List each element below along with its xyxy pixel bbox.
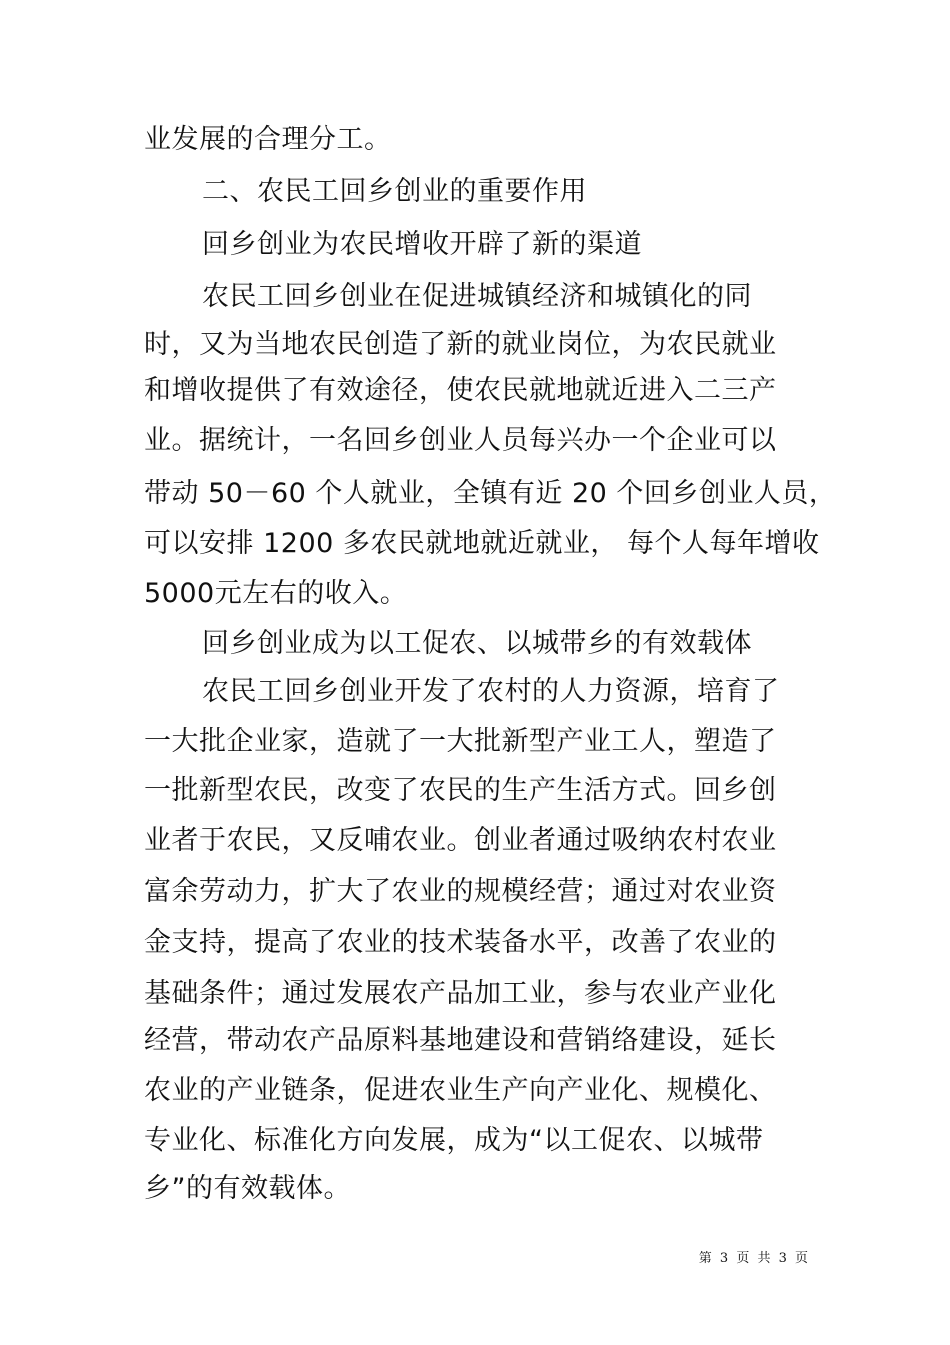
text-line: 富余劳动力，扩大了农业的规模经营；通过对农业资	[144, 876, 777, 907]
text-line: 专业化、标准化方向发展，成为“以工促农、以城带	[144, 1125, 764, 1156]
text-line: 农民工回乡创业在促进城镇经济和城镇化的同	[202, 281, 752, 312]
text-line: 一大批企业家，造就了一大批新型产业工人，塑造了	[144, 726, 777, 757]
text-line: 业者于农民，又反哺农业。创业者通过吸纳农村农业	[144, 825, 777, 856]
page-number-footer: 第 3 页 共 3 页	[698, 1251, 810, 1266]
text-line: 业。据统计，一名回乡创业人员每兴办一个企业可以	[144, 425, 777, 456]
subheading: 回乡创业为农民增收开辟了新的渠道	[202, 229, 642, 260]
text-line: 5000元左右的收入。	[144, 578, 408, 609]
text-line: 基础条件；通过发展农产品加工业，参与农业产业化	[144, 978, 777, 1009]
text-line: 业发展的合理分工。	[144, 124, 392, 155]
text-line: 时，又为当地农民创造了新的就业岗位，为农民就业	[144, 329, 777, 360]
subheading: 回乡创业成为以工促农、以城带乡的有效载体	[202, 628, 752, 659]
text-line: 带动 50－60 个人就业，全镇有近 20 个回乡创业人员，	[144, 478, 837, 509]
text-line: 农民工回乡创业开发了农村的人力资源，培育了	[202, 676, 780, 707]
text-line: 乡”的有效载体。	[144, 1173, 351, 1204]
text-line: 和增收提供了有效途径，使农民就地就近进入二三产	[144, 375, 777, 406]
text-line: 经营，带动农产品原料基地建设和营销络建设，延长	[144, 1025, 777, 1056]
text-line: 一批新型农民，改变了农民的生产生活方式。回乡创	[144, 775, 777, 806]
text-line: 金支持，提高了农业的技术装备水平，改善了农业的	[144, 927, 777, 958]
text-line: 农业的产业链条，促进农业生产向产业化、规模化、	[144, 1075, 777, 1106]
section-heading: 二、农民工回乡创业的重要作用	[202, 176, 587, 207]
text-line: 可以安排 1200 多农民就地就近就业， 每个人每年增收	[144, 528, 820, 559]
